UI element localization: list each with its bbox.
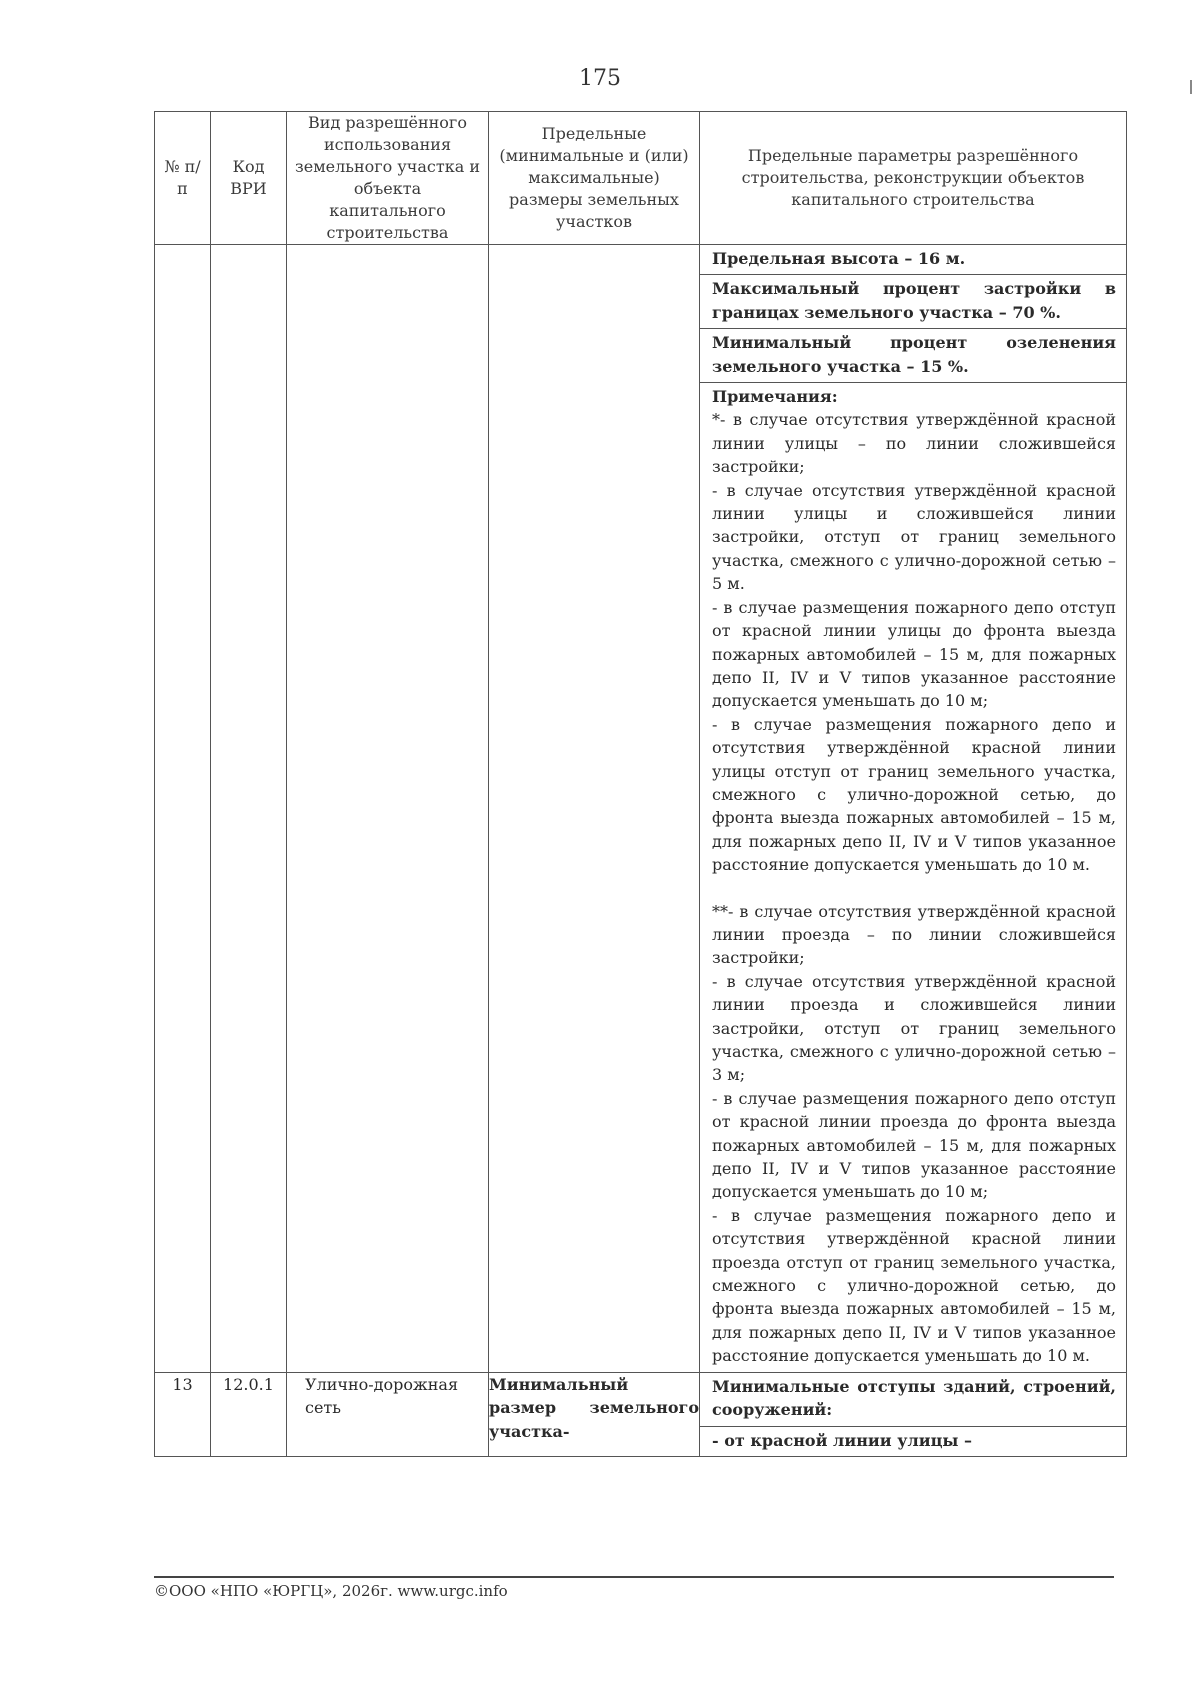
cell-num-empty xyxy=(155,245,211,1373)
scan-edge-mark xyxy=(1190,80,1192,94)
cell-use-empty xyxy=(287,245,489,1373)
header-params: Предельные параметры разрешённого строительства, реконструкции объектов капитального строительства xyxy=(700,112,1127,245)
note-passage-2: - в случае отсутствия утверждённой красной линии проезда и сложившейся линии застройки, отступ от границ земельного участка, смежного с улично-дорожной сетью – 3 м; xyxy=(712,971,1116,1085)
height-limit: Предельная высота – 16 м. xyxy=(700,245,1126,275)
footer-copyright: ©ООО «НПО «ЮРГЦ», 2026г. www.urgc.info xyxy=(154,1582,508,1600)
footer-divider xyxy=(154,1576,1114,1578)
row13-min-setbacks: Минимальные отступы зданий, строений, сооружений: xyxy=(700,1373,1126,1427)
table-row-continuation xyxy=(155,245,1127,1373)
header-use-type: Вид разрешённого использования земельного участка и объекта капитального строительства xyxy=(287,112,489,245)
cell-code-empty xyxy=(211,245,287,1373)
notes-spacer xyxy=(712,877,1116,900)
note-street-2: - в случае отсутствия утверждённой красной линии улицы и сложившейся линии застройки, отступ от границ земельного участка, смежного с улично-дорожной сетью – 5 м. xyxy=(712,480,1116,594)
notes-title: Примечания: xyxy=(712,387,838,407)
page-number: 175 xyxy=(579,66,621,91)
note-street-4: - в случае размещения пожарного депо и отсутствия утверждённой красной линии улицы отступ от границ земельного участка, смежного с улично-дорожной сетью, до фронта выезда пожарных автомобилей – 15 м, для пожарных депо II, IV и V типов указанное расстояние допускается уменьшать до 10 м. xyxy=(712,714,1116,875)
note-passage-1: **- в случае отсутствия утверждённой красной линии проезда – по линии сложившейся застройки; xyxy=(712,901,1116,968)
note-street-3: - в случае размещения пожарного депо отступ от красной линии улицы до фронта выезда пожарных автомобилей – 15 м, для пожарных депо II, IV и V типов указанное расстояние допускается уменьшать до 10 м; xyxy=(712,597,1116,711)
note-passage-4: - в случае размещения пожарного депо и отсутствия утверждённой красной линии проезда отступ от границ земельного участка, смежного с улично-дорожной сетью, до фронта выезда пожарных автомобилей – 15 м, для пожарных депо II, IV и V типов указанное расстояние допускается уменьшать до 10 м. xyxy=(712,1205,1116,1366)
header-code: Код ВРИ xyxy=(211,112,287,245)
row13-code: 12.0.1 xyxy=(211,1372,287,1456)
table-row-13 xyxy=(155,1372,1127,1456)
max-build-percent: Максимальный процент застройки в границах земельного участка – 70 %. xyxy=(700,275,1126,329)
cell-params xyxy=(700,245,1127,1373)
regulations-table xyxy=(154,111,1127,1457)
table-header-row xyxy=(155,112,1127,245)
row13-use-type: Улично-дорожная сеть xyxy=(287,1372,489,1456)
row13-plot-size: Минимальный размер земельного участка- xyxy=(489,1372,700,1456)
row13-setback-street: - от красной линии улицы – xyxy=(712,1430,973,1450)
note-passage-3: - в случае размещения пожарного депо отступ от красной линии проезда до фронта выезда пожарных автомобилей – 15 м, для пожарных депо II, IV и V типов указанное расстояние допускается уменьшать до 10 м; xyxy=(712,1088,1116,1202)
note-street-1: *- в случае отсутствия утверждённой красной линии улицы – по линии сложившейся застройки; xyxy=(712,410,1116,477)
header-plot-size: Предельные (минимальные и (или) максимальные) размеры земельных участков xyxy=(489,112,700,245)
cell-plot-empty xyxy=(489,245,700,1373)
min-green-percent: Минимальный процент озеленения земельного участка – 15 %. xyxy=(700,329,1126,383)
header-num: № п/п xyxy=(155,112,211,245)
notes-block xyxy=(700,383,1126,1372)
row13-params xyxy=(700,1372,1127,1456)
row13-num: 13 xyxy=(155,1372,211,1456)
